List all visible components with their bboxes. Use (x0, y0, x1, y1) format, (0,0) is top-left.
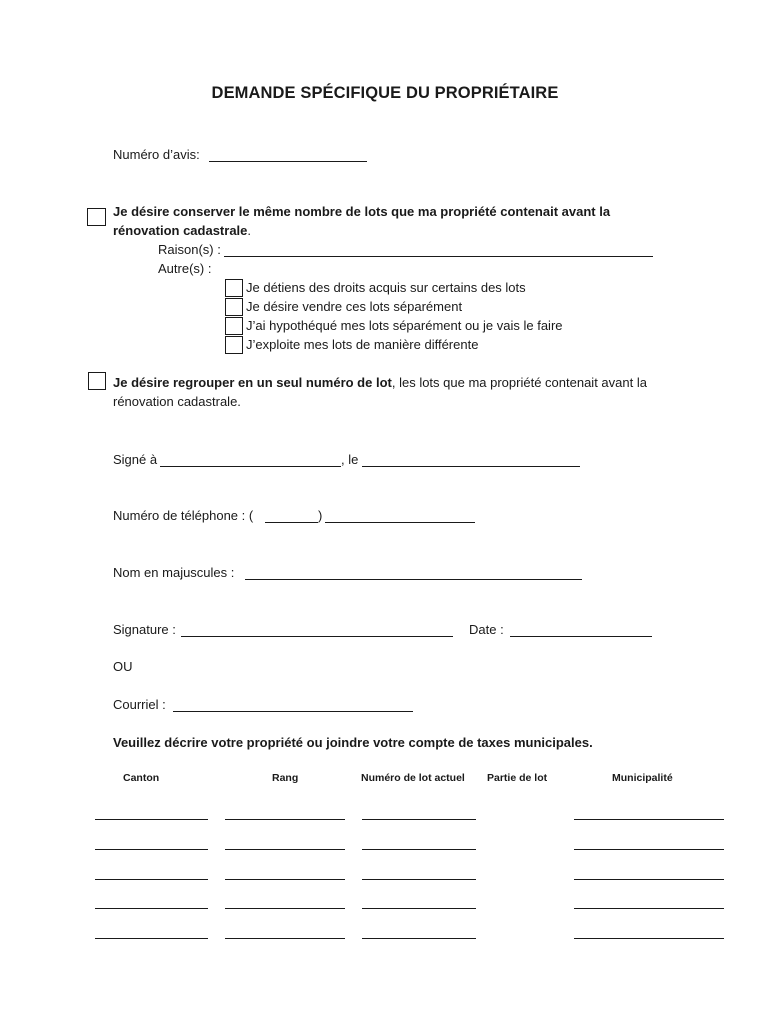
telephone-area-code-field[interactable] (265, 522, 318, 523)
signature-label: Signature : (113, 622, 176, 637)
option2-line2: rénovation cadastrale. (113, 394, 241, 409)
raison-field[interactable] (224, 256, 653, 257)
rang-field-row-3[interactable] (225, 879, 345, 880)
numero-lot-field-row-2[interactable] (362, 849, 476, 850)
droits-acquis-label: Je détiens des droits acquis sur certains des lots (246, 280, 526, 295)
hypotheque-label: J’ai hypothéqué mes lots séparément ou je vais le faire (246, 318, 563, 333)
avis-field[interactable] (209, 161, 367, 162)
autre-label: Autre(s) : (158, 261, 212, 276)
header-rang: Rang (272, 772, 299, 784)
canton-field-row-2[interactable] (95, 849, 208, 850)
option2-line1 (113, 375, 647, 391)
telephone-label: Numéro de téléphone : ( (113, 508, 254, 523)
municipalite-field-row-5[interactable] (574, 938, 724, 939)
rang-field-row-5[interactable] (225, 938, 345, 939)
exploite-checkbox[interactable] (225, 336, 243, 354)
le-label: , le (341, 452, 359, 467)
regrouper-lots-checkbox[interactable] (88, 372, 106, 390)
canton-field-row-1[interactable] (95, 819, 208, 820)
option2-rest: , les lots que ma propriété contenait avant la (391, 375, 647, 390)
date-field[interactable] (510, 636, 652, 637)
canton-field-row-3[interactable] (95, 879, 208, 880)
header-numero-lot: Numéro de lot actuel (361, 772, 465, 784)
page-title: DEMANDE SPÉCIFIQUE DU PROPRIÉTAIRE (211, 84, 559, 102)
vendre-separement-label: Je désire vendre ces lots séparément (246, 299, 463, 314)
signature-field[interactable] (181, 636, 453, 637)
raison-label: Raison(s) : (158, 242, 221, 257)
option1-line1: Je désire conserver le même nombre de lots que ma propriété contenait avant la (113, 204, 611, 219)
telephone-paren: ) (318, 508, 323, 523)
numero-lot-field-row-3[interactable] (362, 879, 476, 880)
exploite-label: J’exploite mes lots de manière différente (246, 337, 479, 352)
ou-label: OU (113, 659, 133, 674)
avis-label: Numéro d’avis: (113, 147, 200, 162)
option1-line2 (113, 223, 251, 239)
droits-acquis-checkbox[interactable] (225, 279, 243, 297)
courriel-field[interactable] (173, 711, 413, 712)
option1-line2-end: . (247, 223, 252, 238)
canton-field-row-4[interactable] (95, 908, 208, 909)
header-municipalite: Municipalité (612, 772, 673, 784)
le-date-field[interactable] (362, 466, 580, 467)
rang-field-row-4[interactable] (225, 908, 345, 909)
rang-field-row-1[interactable] (225, 819, 345, 820)
nom-field[interactable] (245, 579, 582, 580)
numero-lot-field-row-5[interactable] (362, 938, 476, 939)
municipalite-field-row-2[interactable] (574, 849, 724, 850)
option1-line2-bold: rénovation cadastrale (113, 223, 248, 238)
municipalite-field-row-4[interactable] (574, 908, 724, 909)
signe-a-field[interactable] (160, 466, 341, 467)
instruction-text: Veuillez décrire votre propriété ou joindre votre compte de taxes municipales. (113, 735, 593, 750)
canton-field-row-5[interactable] (95, 938, 208, 939)
vendre-separement-checkbox[interactable] (225, 298, 243, 316)
date-label: Date : (469, 622, 504, 637)
hypotheque-checkbox[interactable] (225, 317, 243, 335)
telephone-number-field[interactable] (325, 522, 475, 523)
header-partie-lot: Partie de lot (487, 772, 548, 784)
nom-label: Nom en majuscules : (113, 565, 235, 580)
option2-bold: Je désire regrouper en un seul numéro de lot (113, 375, 392, 390)
municipalite-field-row-1[interactable] (574, 819, 724, 820)
conserver-lots-checkbox[interactable] (87, 208, 106, 226)
signe-a-label: Signé à (113, 452, 158, 467)
rang-field-row-2[interactable] (225, 849, 345, 850)
numero-lot-field-row-4[interactable] (362, 908, 476, 909)
numero-lot-field-row-1[interactable] (362, 819, 476, 820)
header-canton: Canton (123, 772, 160, 784)
municipalite-field-row-3[interactable] (574, 879, 724, 880)
courriel-label: Courriel : (113, 697, 166, 712)
